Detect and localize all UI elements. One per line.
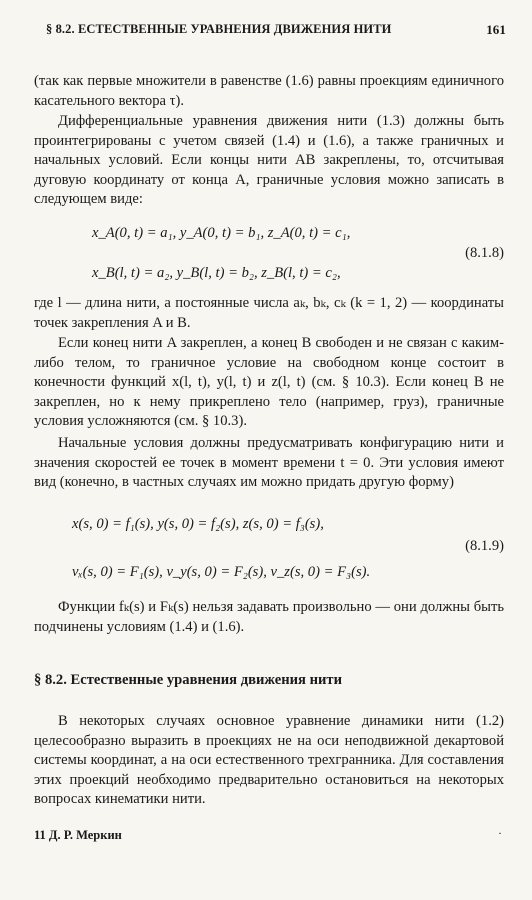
paragraph-6: Функции fₖ(s) и Fₖ(s) нельзя задавать произвольно — они должны быть подчинены условиям (1.4) и (1.6). (34, 599, 504, 635)
paragraph-2: Дифференциальные уравнения движения нити (1.3) должны быть проинтегрированы с учетом связей (1.4) и (1.6), а также граничных и начальных условий. Если концы нити AB закреплены, то, отсчитывая дуговую координату от конца A, граничные условия можно записать в следующем виде: (34, 113, 504, 207)
paragraph-5-block (34, 434, 504, 493)
running-head (46, 22, 506, 37)
paragraph-4: Если конец нити A закреплен, а конец B свободен и не связан с каким-либо телом, то граничное условие на свободном конце состоит в конечности функций x(l, t), y(l, t) и z(l, t) (см. § 10.3). Если конец B не закреплен, но к нему прикреплено тело (например, груз), граничные условия усложняются (см. § 10.3). (34, 335, 504, 429)
paragraph-7-block (34, 712, 504, 810)
paragraph-1: (так как первые множители в равенстве (1.6) равны проекциям единичного касательного вектора τ). (34, 73, 504, 109)
paragraph-4-block (34, 334, 504, 432)
equation-8-1-8 (34, 224, 504, 294)
paragraph-3-block (34, 294, 504, 333)
page-number: 161 (486, 22, 506, 37)
running-title: § 8.2. ЕСТЕСТВЕННЫЕ УРАВНЕНИЯ ДВИЖЕНИЯ НИТИ (46, 22, 392, 36)
signature-mark: 11 Д. Р. Меркин (34, 828, 122, 842)
print-dot: · (498, 826, 502, 840)
equation-number-8-1-9: (8.1.9) (465, 538, 504, 554)
equation-number-8-1-8: (8.1.8) (465, 245, 504, 261)
paragraph-3: где l — длина нити, а постоянные числа aₖ, bₖ, cₖ (k = 1, 2) — координаты точек закрепления A и B. (34, 295, 504, 331)
equation-8-1-8-line-2: x_B(l, t) = a₂, y_B(l, t) = b₂, z_B(l, t) = c₂, (92, 265, 341, 281)
equation-8-1-9-line-1: x(s, 0) = f₁(s), y(s, 0) = f₂(s), z(s, 0) = f₃(s), (72, 516, 324, 532)
paragraph-2-block (34, 112, 504, 210)
equation-8-1-8-line-1: x_A(0, t) = a₁, y_A(0, t) = b₁, z_A(0, t) = c₁, (92, 225, 351, 241)
paragraph-6-block (34, 598, 504, 637)
paragraph-7: В некоторых случаях основное уравнение динамики нити (1.2) целесообразно выразить в проекциях не на оси неподвижной декартовой системы координат, а на оси естественного трехгранника. Для составления этих проекций необходимо предварительно остановиться на некоторых вопросах кинематики нити. (34, 713, 504, 807)
equation-8-1-9-line-2: vₓ(s, 0) = F₁(s), v_y(s, 0) = F₂(s), v_z(s, 0) = F₃(s). (72, 564, 371, 580)
section-heading: § 8.2. Естественные уравнения движения нити (34, 672, 342, 688)
paragraph-1-block (34, 72, 504, 111)
paragraph-5: Начальные условия должны предусматривать конфигурацию нити и значения скоростей ее точек в момент времени t = 0. Эти условия имеют вид (конечно, в частных случаях им можно придать другую форму) (34, 435, 504, 490)
equation-8-1-9 (34, 515, 504, 585)
